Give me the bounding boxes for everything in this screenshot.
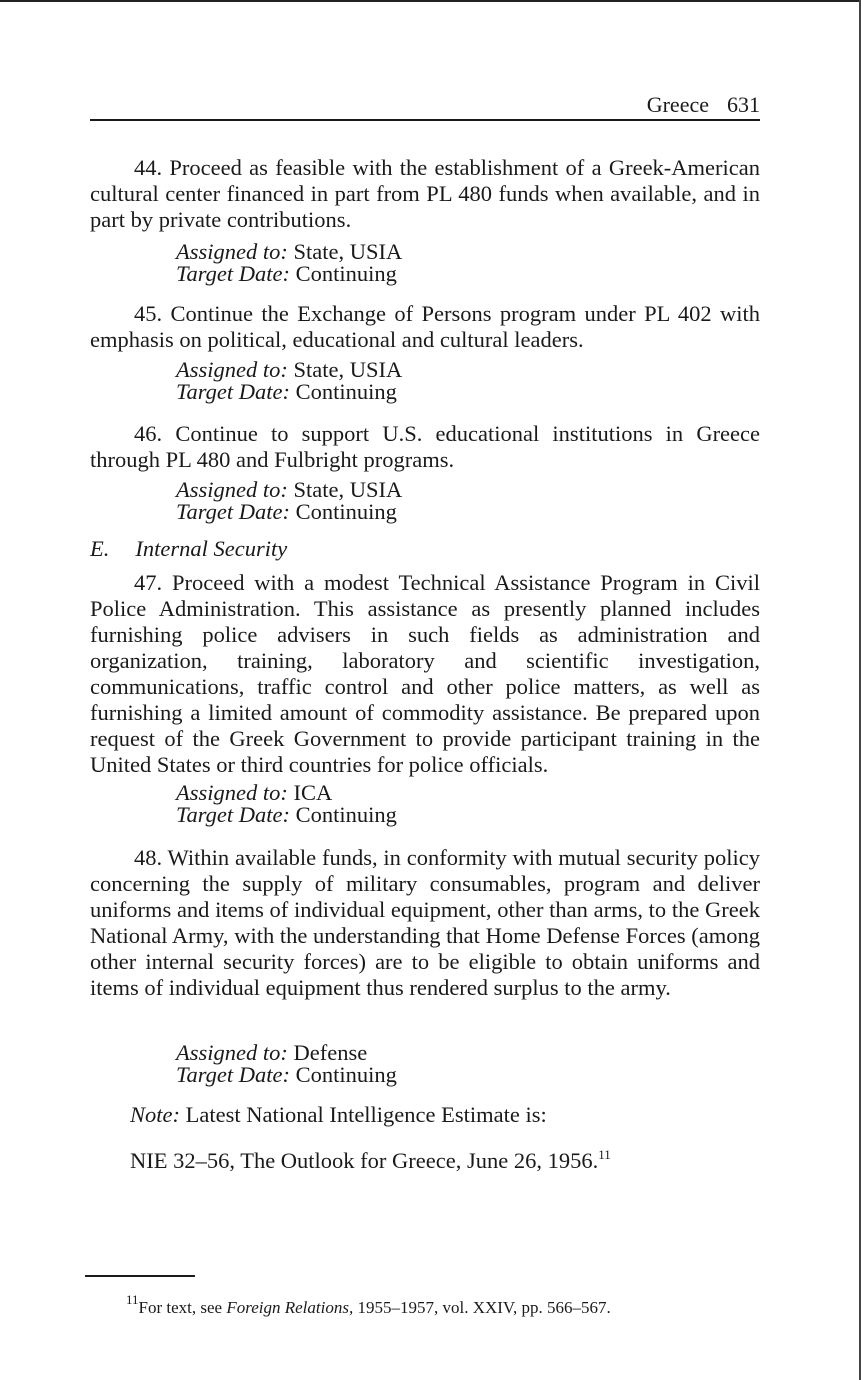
assigned-label: Assigned to:	[176, 780, 288, 805]
header-rule	[90, 119, 760, 121]
assigned-label: Assigned to:	[176, 239, 288, 264]
target-label: Target Date:	[176, 802, 290, 827]
target-value: Continuing	[295, 802, 397, 827]
section-heading	[90, 536, 287, 562]
footnote-rule	[85, 1275, 195, 1277]
assignment-47	[176, 782, 397, 826]
item-text: Within available funds, in conformity with mutual security policy concerning the supply of military consumables, program and deliver uniforms and items of individual equipment, other than arms, to the Greek National Army, with the understanding that Home Defense Forces (among other internal security forces) are to be eligible to obtain uniforms and items of individual equipment thus rendered surplus to the army.	[90, 845, 760, 1000]
assigned-value: ICA	[293, 780, 333, 805]
note	[130, 1102, 547, 1128]
item-number: 46.	[134, 421, 163, 446]
section-title: Internal Security	[135, 536, 288, 561]
note-text: Latest National Intelligence Estimate is:	[185, 1102, 547, 1127]
footnote	[126, 1292, 611, 1318]
item-number: 45.	[134, 301, 163, 326]
paragraph-46	[90, 421, 760, 473]
running-head	[90, 92, 760, 118]
item-text: Proceed as feasible with the establishment of a Greek-American cultural center financed in part from PL 480 funds when available, and in part by private contributions.	[90, 155, 761, 232]
item-number: 47.	[134, 570, 163, 595]
paragraph-45	[90, 301, 760, 353]
running-head-title: Greece	[646, 92, 709, 117]
paragraph-47	[90, 570, 760, 778]
assignment-48	[176, 1042, 397, 1086]
assigned-value: State, USIA	[293, 477, 403, 502]
footnote-ref: 11	[598, 1147, 611, 1162]
paragraph-48	[90, 845, 760, 1001]
assigned-label: Assigned to:	[176, 1040, 288, 1065]
item-number: 48.	[134, 845, 163, 870]
target-label: Target Date:	[176, 379, 290, 404]
target-value: Continuing	[295, 379, 397, 404]
item-number: 44.	[134, 155, 163, 180]
assigned-label: Assigned to:	[176, 477, 288, 502]
footnote-title: Foreign Relations,	[226, 1298, 354, 1317]
section-letter: E.	[90, 536, 110, 561]
item-text: Continue the Exchange of Persons program under PL 402 with emphasis on political, educational and cultural leaders.	[90, 301, 761, 352]
nie-reference	[130, 1147, 611, 1174]
target-value: Continuing	[295, 261, 397, 286]
target-label: Target Date:	[176, 1062, 290, 1087]
item-text: Proceed with a modest Technical Assistance Program in Civil Police Administration. This assistance as presently planned includes furnishing police advisers in such fields as administration and organization, training, laboratory and scientific investigation, communications, traffic control and other police matters, as well as furnishing a limited amount of commodity assistance. Be prepared upon request of the Greek Government to provide participant training in the United States or third countries for police officials.	[90, 570, 760, 777]
item-text: Continue to support U.S. educational institutions in Greece through PL 480 and Fulbright programs.	[90, 421, 761, 472]
assigned-value: State, USIA	[293, 239, 403, 264]
target-value: Continuing	[295, 499, 397, 524]
page-number: 631	[727, 92, 760, 117]
assignment-46	[176, 479, 402, 523]
nie-text: NIE 32–56, The Outlook for Greece, June 26, 1956.	[130, 1148, 599, 1173]
target-value: Continuing	[295, 1062, 397, 1087]
target-label: Target Date:	[176, 499, 290, 524]
target-label: Target Date:	[176, 261, 290, 286]
paragraph-44	[90, 155, 760, 233]
assignment-44	[176, 241, 402, 285]
assigned-value: Defense	[293, 1040, 368, 1065]
footnote-mark: 11	[126, 1292, 139, 1307]
assigned-value: State, USIA	[293, 357, 403, 382]
footnote-rest: 1955–1957, vol. XXIV, pp. 566–567.	[353, 1298, 611, 1317]
note-label: Note:	[130, 1102, 180, 1127]
assigned-label: Assigned to:	[176, 357, 288, 382]
page-top-edge	[0, 0, 861, 2]
footnote-prefix: For text, see	[138, 1298, 227, 1317]
assignment-45	[176, 359, 402, 403]
